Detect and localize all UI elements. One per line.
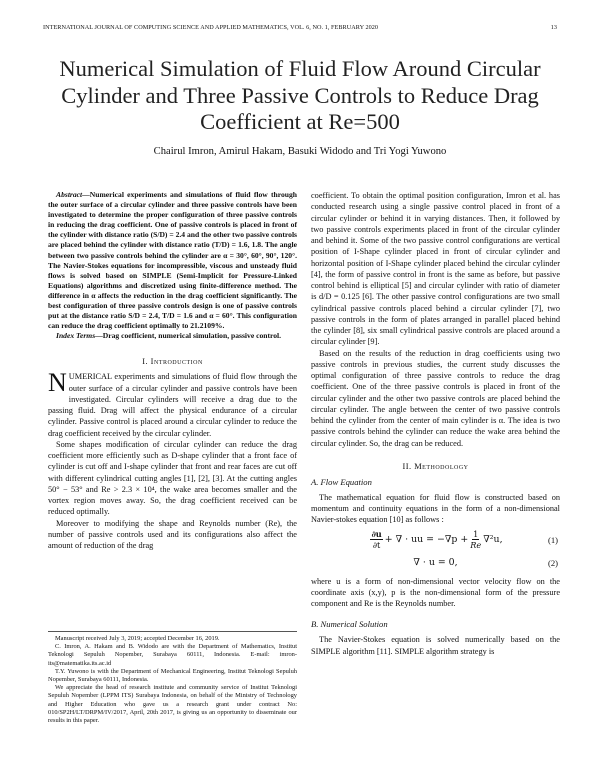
right-column — [311, 190, 560, 657]
equation-2 — [311, 554, 560, 572]
page-number: 13 — [550, 24, 557, 31]
section-heading-methodology: II. Methodology — [402, 461, 469, 471]
footnote: T.Y. Yuwono is with the Department of Mechanical Engineering, Institut Teknologi Sepuluh Nopember, Surabaya 60111, Indonesia. — [48, 667, 297, 684]
running-header — [43, 24, 557, 31]
eq1-reynolds-fraction — [470, 529, 481, 550]
right-paragraph-5: The Navier-Stokes equation is solved numerically based on the SIMPLE algorithm [11]. SIMPLE algorithm strategy is — [311, 635, 560, 656]
eq1-fraction-denominator: Re — [470, 540, 482, 550]
equation-number-2: (2) — [547, 557, 558, 568]
drop-cap: N — [48, 368, 67, 398]
right-paragraph-2: Based on the results of the reduction in drag coefficients using two passive controls in previous studies, the current study discusses the optimal configuration of three passive controls to reduce the drag coefficient. One of the three passive controls is placed in front of the circular cylinder and the other two passive controls are placed behind the circular cylinder. The angle between the center of two passive controls behind the cylinder from the center of main cylinder is α. The idea is two passive controls behind the cylinder can reduce the wake area behind the circular cylinder. So, the drag can be reduced. — [311, 348, 560, 448]
eq1-derivative-numerator: ∂u — [371, 529, 382, 539]
journal-name: INTERNATIONAL JOURNAL OF COMPUTING SCIENCE AND APPLIED MATHEMATICS, VOL. 6, NO. 1, FEBRUARY 2020 — [43, 24, 379, 31]
intro-paragraph-3: Moreover to modifying the shape and Reynolds number (Re), the number of passive controls used and its configurations also affect the amount of reduction of the drag — [48, 518, 297, 551]
footnote: Manuscript received July 3, 2019; accepted December 16, 2019. — [55, 635, 220, 642]
equation-1 — [311, 526, 560, 554]
index-terms — [48, 331, 297, 341]
intro-paragraph-1-text: UMERICAL experiments and simulations of fluid flow through the outer surface of a circular cylinder and passive controls have been investigated. Circular cylinders will receive a drag due to the passing fluid. Drag will affect the physical endurance of a circular cylinder. Passive control is placed around a circular cylinder to reduce the drag coefficient received by the circular cylinder. — [48, 372, 297, 438]
footnotes — [48, 631, 297, 725]
right-paragraph-4: where u is a form of non-dimensional vector velocity flow on the coordinate axis (x,y), p is the non-dimensional form of the pressure component and Re is the Reynolds number. — [311, 576, 560, 608]
section-heading-introduction: I. Introduction — [142, 357, 203, 367]
eq2-continuity: ∇ · u = 0, — [413, 557, 458, 568]
footnote: C. Imron, A. Hakam and B. Widodo are with the Department of Mathematics, Institut Teknologi Sepuluh Nopember, Surabaya 60111, Indonesia. E-mail: imron-its@matematika.its.ac.id — [48, 643, 297, 667]
abstract-text: —Numerical experiments and simulations of fluid flow through the outer surface of a circular cylinder and three passive controls have been investigated to determine the proper configuration of three passive controls in reducing the drag coefficient. One of passive controls is placed in front of the cylinder with distance ratio (S/D) = 2.4 and the other two passive controls are placed behind the cylinder with distance ratio (T/D) = 1.6, 1.8. The angle between two passive controls behind the cylinder are α = 30°, 60°, 90°, 120°. The Navier-Stokes equations for incompressible, viscous and unsteady fluid flows is solved based on SIMPLE (Semi-Implicit for Pressure-Linked Equations) algorithms and discretized using finite-difference method. The difference in α affects the reduction in the drag coefficient significantly. The best configuration of three passive controls design is one of passive controls put at the distance ratio S/D = 2.4, T/D = 1.6 and α = 60°. This configuration can reduce the drag coefficient optimally to 21.2109%. — [48, 190, 298, 331]
eq1-time-derivative — [370, 529, 382, 550]
left-column — [48, 190, 297, 551]
eq1-laplacian-term: ∇²u, — [483, 534, 503, 545]
right-paragraph-1: coefficient. To obtain the optimal position configuration, Imron et al. has conducted research using a single passive control placed in front of a circular cylinder or behind it in varying distances. Then, it followed by two passive controls experiments placed in front of the circular cylinder and behind it. Some of the two passive control configurations are vertical position of I-Shape cylinder placed in front of circular cylinder and horizontal position of I-Shape cylinder placed behind the circular cylinder [4], the form of passive control in front is the same as before, but passive control behind is elliptical [5] and circular cylinder with ratio of diameter is d/D = 0.125 [6]. The other passive control configurations are two small cylindrical passive controls placed behind a circular cylinder [7], two passive controls in the form of plates arranged in parallel placed behind the cylinder [8], six small cylindrical passive controls are placed around a circular cylinder [9]. — [311, 191, 560, 347]
index-terms-text: —Drag coefficient, numerical simulation, passive control. — [95, 331, 282, 341]
paper-title: Numerical Simulation of Fluid Flow Around Circular Cylinder and Three Passive Controls to Reduce Drag Coefficient at Re=500 — [59, 56, 541, 134]
abstract — [48, 190, 297, 331]
subsection-flow-equation: A. Flow Equation — [311, 476, 372, 487]
equation-number-1: (1) — [547, 534, 558, 545]
eq1-middle-terms: + ∇ · uu = −∇p + — [384, 534, 469, 545]
abstract-label: Abstract — [56, 190, 83, 199]
author-list: Chairul Imron, Amirul Hakam, Basuki Widodo and Tri Yogi Yuwono — [153, 146, 447, 157]
right-paragraph-3: The mathematical equation for fluid flow is constructed based on momentum and continuity equations in the form of a non-dimensional Navier-stokes equation [10] as follows : — [311, 492, 560, 525]
eq1-derivative-denominator: ∂t — [372, 540, 381, 550]
subsection-numerical-solution: B. Numerical Solution — [311, 619, 388, 630]
footnote: We appreciate the head of research institute and community service of Institut Teknologi Sepuluh Nopember (LPPM ITS) Surabaya Indonesia, on behalf of the Ministry of Technology and Higher Education who gave us a research grant under contract No: 010/SP2H/LT/DRPM/IV/2017, April, 20th 2017, is giving us an opportunity to disseminate our results in this paper. — [48, 684, 297, 725]
intro-paragraph-2: Some shapes modification of circular cylinder can reduce the drag coefficient more efficiently such as D-shape cylinder that a front face of cylinder is cut off and I-shape cylinder that front and rear faces are cut off with different cylindrical cutting angles [1], [2], [3]. At the cutting angles 50° − 53° and Re > 2.3 × 10⁴, the wake area becomes smaller and the vortex region moves away. So, the drag coefficient received can be reduced optimally. — [48, 439, 297, 517]
eq1-fraction-numerator: 1 — [473, 529, 479, 539]
intro-paragraph-1 — [48, 368, 297, 439]
index-terms-label: Index Terms — [56, 331, 96, 341]
